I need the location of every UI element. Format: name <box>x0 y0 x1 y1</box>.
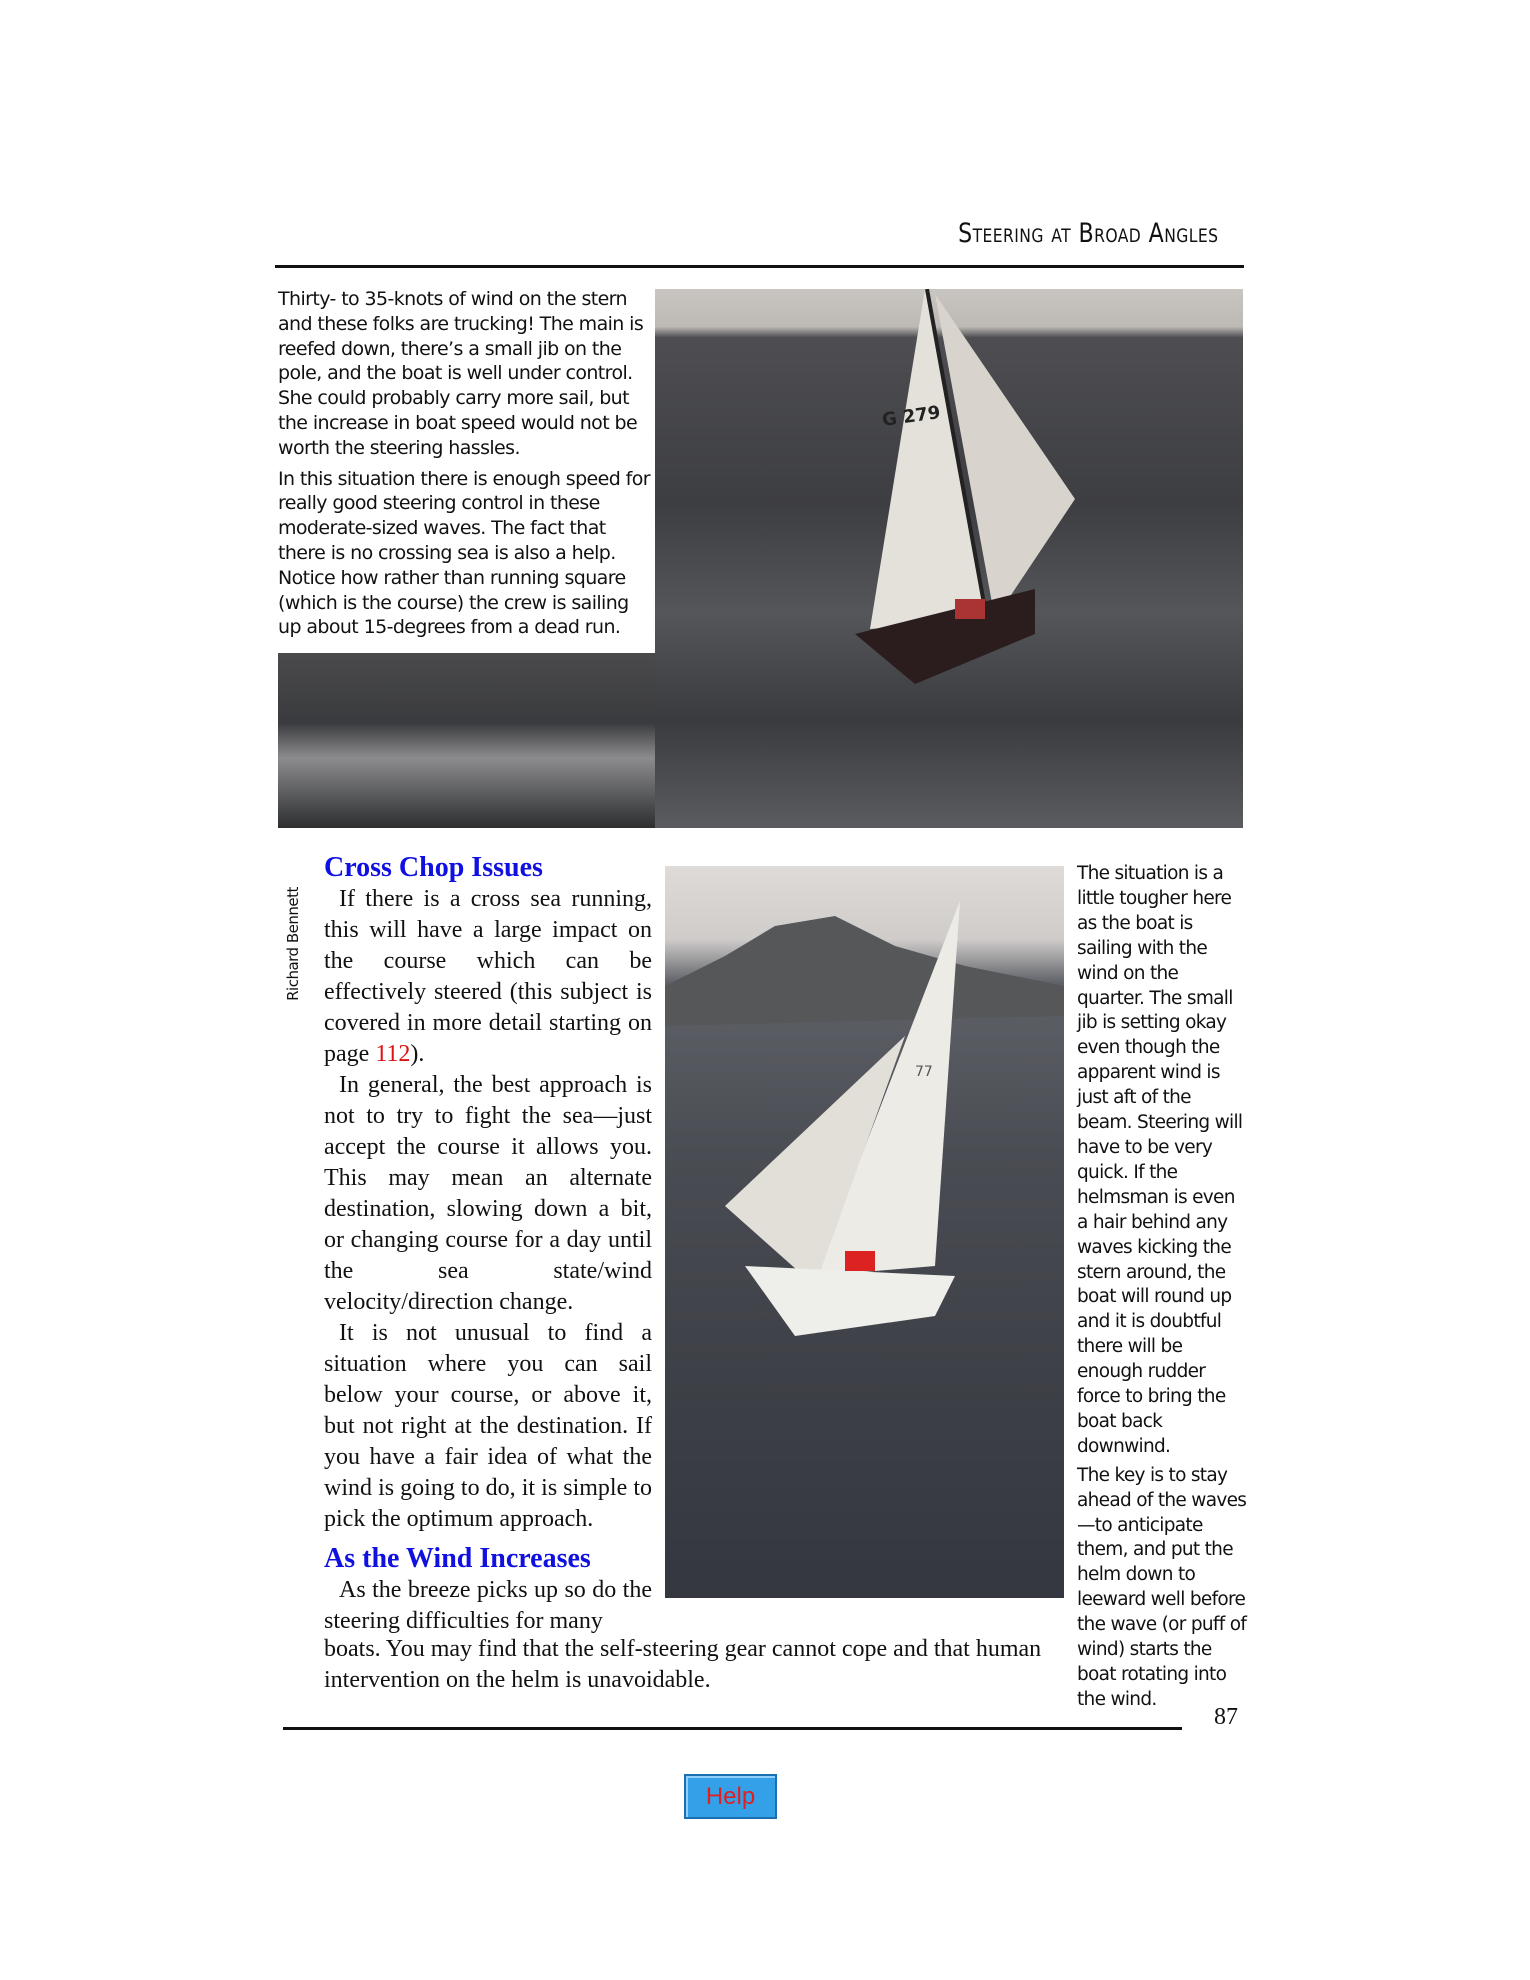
caption-paragraph: Thirty- to 35-knots of wind on the stern and these folks are trucking! The main is reefed down, there’s a small jib on the pole, and the boat is well under control. She could probably carry more sail, but the increase in boat speed would not be worth the steering hassles. <box>278 288 644 459</box>
main-column <box>324 852 652 1637</box>
body-paragraph <box>324 884 652 1070</box>
photo-sailboat-reaching <box>665 866 1064 1598</box>
body-paragraph: It is not unusual to find a situation where you can sail below your course, or above it, but not right at the destination. If you have a fair idea of what the wind is going to do, it is simple to pick the optimum approach. <box>324 1320 652 1532</box>
caption-paragraph: In this situation there is enough speed for really good steering control in these moderate-sized waves. The fact that there is no crossing sea is also a help. Notice how rather than running square (which is the course) the crew is sailing up about 15-degrees from a dead run. <box>278 467 650 639</box>
body-paragraph: In general, the best approach is not to try to fight the sea—just accept the course it allows you. This may mean an alternate destination, slowing down a bit, or changing course for a day until the sea state/wind velocity/direction change. <box>324 1072 652 1315</box>
sailboat-illustration <box>665 866 1064 1598</box>
footer-rule <box>283 1727 1182 1730</box>
caption-paragraph: The situation is a little tougher here as the boat is sailing with the wind on the quarter. The small jib is setting okay even though the apparent wind is just aft of the beam. Steering will have to be very quick. If the helmsman is even a hair behind any waves kicking the stern around, the boat will round up and it is doubtful there will be enough rudder force to bring the boat back downwind. <box>1077 863 1243 1457</box>
body-paragraph: As the breeze picks up so do the steering difficulties for many <box>324 1577 652 1634</box>
sail-number: 77 <box>915 1064 933 1080</box>
running-head: Steering at Broad Angles <box>957 218 1218 249</box>
text: If there is a cross sea running, this will have a large impact on the course which can be effectively steered (this subject is covered in more detail starting on page <box>324 886 652 1067</box>
page-link[interactable]: 112 <box>375 1041 411 1067</box>
sailboat-illustration <box>655 289 1243 828</box>
help-button[interactable]: Help <box>684 1774 777 1819</box>
photo-sailboat-running <box>655 289 1243 828</box>
section-heading: As the Wind Increases <box>324 1543 591 1574</box>
photo-caption-right <box>1077 862 1249 1717</box>
section-heading: Cross Chop Issues <box>324 852 543 883</box>
page-number: 87 <box>1214 1704 1238 1730</box>
sail-number: G 279 <box>880 401 942 431</box>
body-paragraph-continued: boats. You may find that the self-steering gear cannot cope and that human intervention on the helm is unavoidable. <box>324 1636 1042 1693</box>
photo-credit: Richard Bennett <box>284 887 302 1001</box>
photo-caption-top <box>278 287 655 653</box>
header-rule <box>275 265 1244 268</box>
caption-paragraph: The key is to stay ahead of the waves—to anticipate them, and put the helm down to leeward well before the wave (or puff of wind) starts the boat rotating into the wind. <box>1077 1464 1247 1710</box>
text: ). <box>410 1041 425 1067</box>
